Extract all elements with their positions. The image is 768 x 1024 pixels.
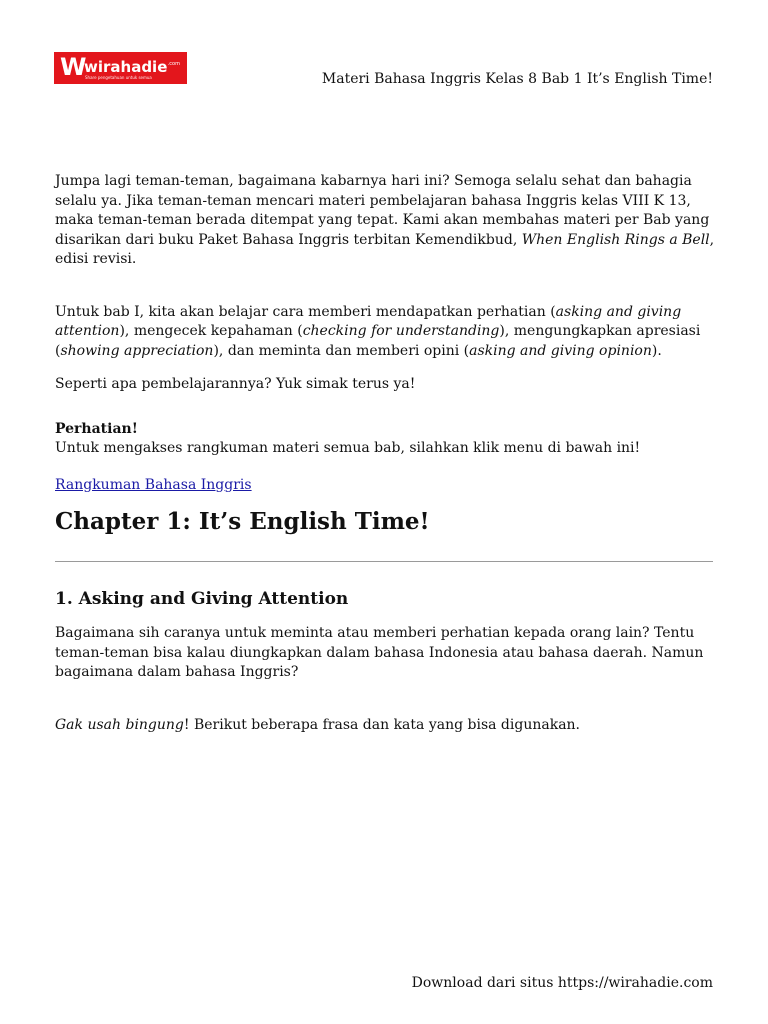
intro-paragraph-2 <box>55 303 715 362</box>
logo-tagline: Share pengetahuan untuk semua <box>85 75 152 80</box>
wirahadie-logo <box>54 52 187 84</box>
notice-text: Untuk mengakses rangkuman materi semua bab, silahkan klik menu di bawah ini! <box>55 440 641 456</box>
intro-p1-text: Jumpa lagi teman-teman, bagaimana kabarnya hari ini? Semoga selalu sehat dan bahagia selalu ya. Jika teman-teman mencari materi pembelajaran bahasa Inggris kelas VIII K 13, maka teman-teman berada ditempat yang tepat. Kami akan membahas materi per Bab yang disarikan dari buku Paket Bahasa Inggris terbitan Kemendikbud, <box>55 173 710 248</box>
p2-text-c: ), mengecek kepahaman ( <box>119 323 303 339</box>
header-title: Materi Bahasa Inggris Kelas 8 Bab 1 It’s English Time! <box>321 71 713 87</box>
p2-text-g: ), dan meminta dan memberi opini ( <box>213 342 470 359</box>
logo-suffix: .com <box>167 61 180 67</box>
logo-w-mark: W <box>60 53 85 81</box>
intro-p1-end: , edisi revisi. <box>55 231 715 267</box>
section-1-paragraph-2 <box>55 716 715 736</box>
section-1-paragraph-1: Bagaimana sih caranya untuk meminta atau memberi perhatian kepada orang lain? Tentu teman-teman bisa kalau diungkapkan dalam bahasa Indonesia atau bahasa daerah. Namun bagaimana dalam bahasa Inggris? <box>55 625 704 680</box>
section-1-heading: 1. Asking and Giving Attention <box>55 589 349 609</box>
section-divider <box>55 561 713 562</box>
footer-download-note: Download dari situs https://wirahadie.com <box>411 975 713 991</box>
rangkuman-link[interactable]: Rangkuman Bahasa Inggris <box>55 476 252 493</box>
notice-block <box>55 420 715 459</box>
p2-text-i: ). <box>651 342 662 359</box>
notice-title: Perhatian! <box>55 420 138 437</box>
section-1-p2-rest: ! Berikut beberapa frasa dan kata yang bisa digunakan. <box>183 716 581 733</box>
p2-em-opinion: asking and giving opinion <box>469 342 652 359</box>
logo-brand: wirahadie <box>84 58 168 76</box>
p2-text-a: Untuk bab I, kita akan belajar cara memberi mendapatkan perhatian ( <box>55 303 556 320</box>
p2-em-appreciation: showing appreciation <box>60 342 214 359</box>
intro-paragraph-1 <box>55 172 715 270</box>
p2-em-checking: checking for understanding <box>302 323 500 339</box>
p2-em-asking-attention: asking and giving attention <box>55 303 682 339</box>
p2-text-e: ), mengungkapkan apresiasi ( <box>55 323 701 359</box>
chapter-title: Chapter 1: It’s English Time! <box>55 508 430 535</box>
intro-paragraph-3: Seperti apa pembelajarannya? Yuk simak terus ya! <box>55 376 416 392</box>
book-title: When English Rings a Bell <box>521 231 710 248</box>
section-1-em: Gak usah bingung <box>55 716 184 733</box>
document-body <box>55 172 715 735</box>
